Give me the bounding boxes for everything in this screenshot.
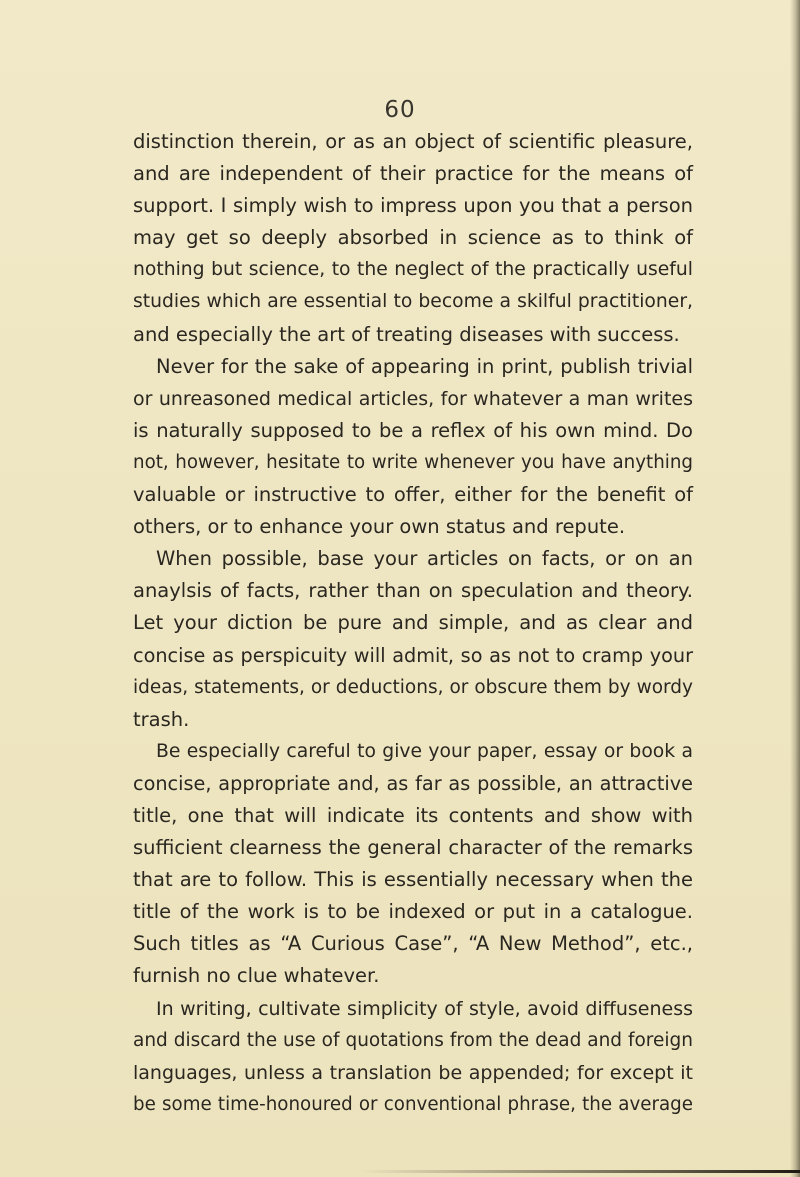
text-line: trash. [133,707,190,731]
text-line: others, or to enhance your own status and repute. [133,515,626,539]
text-line: When possible, base your articles on facts, or on an [156,547,693,571]
text-line: Let your diction be pure and simple, and as clear and [133,611,693,635]
text-line: is naturally supposed to be a reflex of his own mind. Do [133,418,693,442]
text-line: and especially the art of treating diseases with success. [133,322,680,346]
text-line: ideas, statements, or deductions, or obscure them by wordy [133,676,693,698]
text-line: sufficient clearness the general character of the remarks [133,836,693,860]
text-line: that are to follow. This is essentially necessary when the [133,868,693,892]
text-line: In writing, cultivate simplicity of style, avoid diffuseness [156,997,693,1020]
text-line: furnish no clue whatever. [133,964,380,988]
page-edge-shadow [790,0,800,1177]
text-line: and discard the use of quotations from the dead and foreign [133,1029,693,1051]
text-line: Such titles as “A Curious Case”, “A New Method”, etc., [133,932,693,956]
text-line: support. I simply wish to impress upon you that a person [133,194,693,218]
text-line: be some time-honoured or conventional phrase, the average [133,1093,693,1115]
text-line: Be especially careful to give your paper, essay or book a [156,740,693,762]
page-bottom-edge [360,1170,800,1173]
text-line: title, one that will indicate its contents and show with [133,803,693,827]
text-line: languages, unless a translation be appended; for except it [133,1061,693,1084]
text-line: title of the work is to be indexed or put in a catalogue. [133,900,693,924]
text-line: and are independent of their practice for the means of [133,162,693,186]
body-text [133,126,693,1121]
text-line: or unreasoned medical articles, for whatever a man writes [133,387,693,410]
text-line: concise as perspicuity will admit, so as not to cramp your [133,643,693,667]
text-line: nothing but science, to the neglect of the practically useful [133,259,693,281]
text-line: distinction therein, or as an object of scientific pleasure, [133,130,693,153]
text-line: valuable or instructive to offer, either for the benefit of [133,483,693,507]
text-line: may get so deeply absorbed in science as to think of [133,226,693,250]
text-line: not, however, hesitate to write whenever you have anything [133,451,693,473]
page-number: 60 [384,97,416,123]
text-line: concise, appropriate and, as far as possible, an attractive [133,771,693,795]
text-line: studies which are essential to become a skilful practitioner, [133,291,693,313]
text-line: anaylsis of facts, rather than on speculation and theory. [133,579,693,603]
text-line: Never for the sake of appearing in print, publish trivial [156,354,693,378]
